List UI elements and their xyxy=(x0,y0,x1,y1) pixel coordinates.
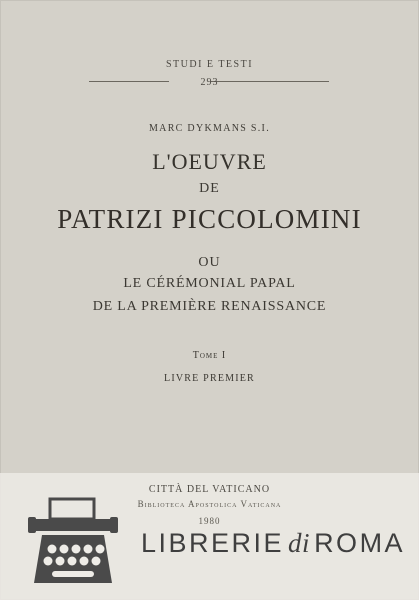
publication-year: 1980 xyxy=(198,516,221,526)
subtitle-line-1: LE CÉRÉMONIAL PAPAL xyxy=(123,276,296,291)
tome-label: Tome I xyxy=(192,350,227,361)
subtitle-ou: OU xyxy=(198,255,221,270)
logo-word-roma: ROMA xyxy=(314,528,406,558)
typewriter-icon xyxy=(28,495,118,585)
title-line-2: PATRIZI PICCOLOMINI xyxy=(57,204,362,234)
librerie-di-roma-logo xyxy=(141,528,405,559)
logo-word-di: di xyxy=(288,528,311,558)
title-de: DE xyxy=(199,181,220,196)
series-title: STUDI E TESTI xyxy=(165,59,254,70)
author: MARC DYKMANS S.I. xyxy=(148,123,270,134)
livre-label: LIVRE PREMIER xyxy=(164,373,255,384)
publisher-name: Biblioteca Apostolica Vaticana xyxy=(137,499,282,509)
title-line-1: L'OEUVRE xyxy=(152,149,267,174)
series-number: 293 xyxy=(200,77,219,88)
logo-word-librerie: LIBRERIE xyxy=(141,528,285,558)
subtitle-line-2: DE LA PREMIÈRE RENAISSANCE xyxy=(92,299,327,314)
publisher-city: CITTÀ DEL VATICANO xyxy=(148,484,271,495)
